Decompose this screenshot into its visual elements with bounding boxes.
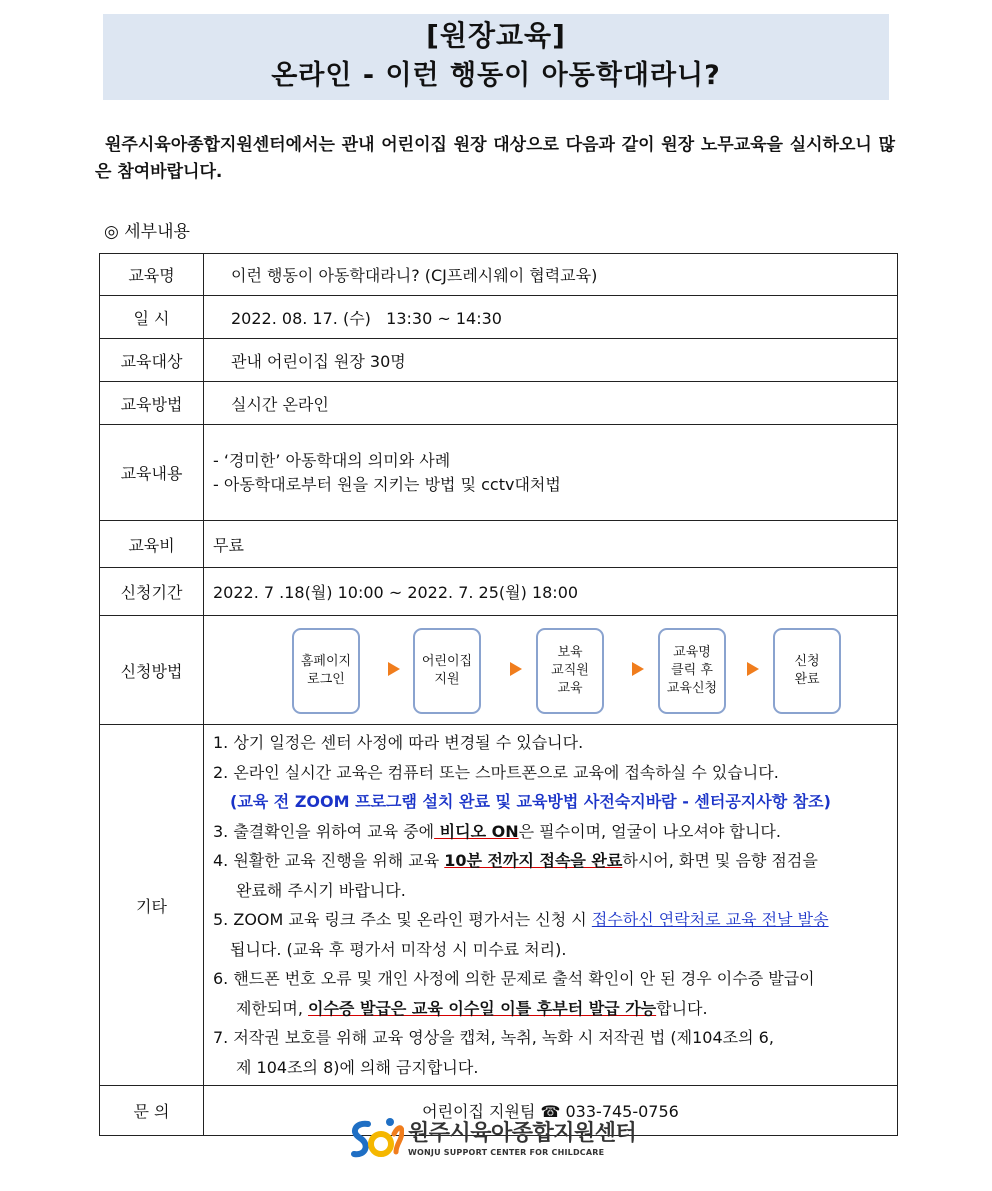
- notice-text: 3. 출결확인을 위하여 교육 중에: [213, 821, 435, 841]
- step-line: 교육신청: [666, 681, 718, 696]
- title-banner: [103, 14, 889, 100]
- step-line: 지원: [434, 672, 460, 687]
- org-name-en: WONJU SUPPORT CENTER FOR CHILDCARE: [408, 1148, 605, 1157]
- step-line: 완료: [794, 672, 820, 687]
- step-box: [536, 628, 604, 714]
- details-table: [99, 253, 898, 1136]
- notice-2-note: (교육 전 ZOOM 프로그램 설치 완료 및 교육방법 사전숙지바람 - 센터공지사항 참조): [230, 792, 831, 811]
- label-fee: 교육비: [100, 521, 204, 568]
- notice-text: 4. 원활한 교육 진행을 위해 교육: [213, 851, 445, 870]
- intro-paragraph: 원주시육아종합지원센터에서는 관내 어린이집 원장 대상으로 다음과 같이 원장 노무교육을 실시하오니 많은 참여바랍니다.: [95, 135, 895, 182]
- step-line: 클릭 후: [671, 663, 713, 678]
- notice-text: 은 필수이며, 얼굴이 나오셔야 합니다.: [518, 821, 781, 841]
- notice-6: 6. 핸드폰 번호 오류 및 개인 사정에 의한 문제로 출석 확인이 안 된 경우 이수증 발급이: [213, 969, 815, 988]
- value-datetime: 2022. 08. 17. (수) 13:30 ~ 14:30: [204, 296, 898, 339]
- notice-text: 5. ZOOM 교육 링크 주소 및 온라인 평가서는 신청 시: [213, 910, 592, 929]
- value-content: [204, 425, 898, 521]
- row-fee: [100, 521, 898, 568]
- section-title: ◎ 세부내용: [104, 222, 190, 242]
- notice-4: [213, 846, 891, 876]
- step-box: [413, 628, 481, 714]
- step-line: 홈페이지: [300, 654, 352, 669]
- row-etc: [100, 725, 898, 1086]
- arrow-right-icon: [747, 662, 759, 676]
- arrow-right-icon: [388, 662, 400, 676]
- center-logo-icon: [346, 1114, 404, 1164]
- notice-6-cont: [213, 994, 891, 1024]
- value-apply: [204, 616, 898, 725]
- label-period: 신청기간: [100, 568, 204, 616]
- step-box: [773, 628, 841, 714]
- notice-emphasis: 비디오 ON: [434, 821, 519, 841]
- content-item: - ‘경미한’ 아동학대의 의미와 사례: [213, 450, 451, 470]
- value-inquiry: 어린이집 지원팀 ☎ 033-745-0756: [204, 1086, 898, 1136]
- footer-logo: [346, 1112, 646, 1168]
- label-method: 교육방법: [100, 382, 204, 425]
- org-name: 원주시육아종합지원센터: [408, 1121, 637, 1146]
- step-box: [292, 628, 360, 714]
- step-line: 교육명: [673, 645, 711, 660]
- value-course-name: 이런 행동이 아동학대라니? (CJ프레시웨이 협력교육): [204, 254, 898, 296]
- notice-text: 합니다.: [656, 998, 708, 1018]
- step-line: 교육: [557, 681, 583, 696]
- notice-emphasis: 10분 전까지 접속을 완료: [444, 851, 623, 870]
- notice-emphasis: 이수증 발급은 교육 이수일 이틀 후부터 발급 가능: [308, 998, 657, 1018]
- label-etc: 기타: [100, 725, 204, 1086]
- label-content: 교육내용: [100, 425, 204, 521]
- notice-2: 2. 온라인 실시간 교육은 컴퓨터 또는 스마트폰으로 교육에 접속하실 수 있습니다.: [213, 762, 779, 782]
- arrow-right-icon: [510, 662, 522, 676]
- value-fee: 무료: [204, 521, 898, 568]
- step-box: [658, 628, 726, 714]
- page-subtitle: 온라인 - 이런 행동이 아동학대라니?: [271, 60, 721, 91]
- row-target: [100, 339, 898, 382]
- step-line: 로그인: [307, 672, 345, 687]
- label-datetime: 일 시: [100, 296, 204, 339]
- apply-flow: [205, 617, 896, 723]
- content-item: - 아동학대로부터 원을 지키는 방법 및 cctv대처법: [213, 474, 561, 494]
- notice-text: 하시어, 화면 및 음향 점검을: [622, 851, 818, 870]
- row-course-name: [100, 254, 898, 296]
- notice-7: 7. 저작권 보호를 위해 교육 영상을 캡쳐, 녹취, 녹화 시 저작권 법 (제104조의 6,: [213, 1028, 774, 1047]
- step-line: 보육: [557, 645, 583, 660]
- value-method: 실시간 온라인: [204, 382, 898, 425]
- step-line: 어린이집: [421, 654, 473, 669]
- row-content: [100, 425, 898, 521]
- notice-3: [213, 817, 891, 847]
- notice-4-cont: 완료해 주시기 바랍니다.: [236, 880, 406, 900]
- value-target: 관내 어린이집 원장 30명: [204, 339, 898, 382]
- notice-7-cont: 제 104조의 8)에 의해 금지합니다.: [236, 1057, 479, 1077]
- label-inquiry: 문 의: [100, 1086, 204, 1136]
- value-etc: [204, 725, 898, 1086]
- notice-link-text: 접수하신 연락처로 교육 전날 발송: [591, 910, 829, 929]
- label-course-name: 교육명: [100, 254, 204, 296]
- notice-1: 1. 상기 일정은 센터 사정에 따라 변경될 수 있습니다.: [213, 733, 584, 752]
- intro-text: [95, 132, 895, 186]
- row-period: [100, 568, 898, 616]
- notice-5: [213, 905, 891, 935]
- row-method: [100, 382, 898, 425]
- label-target: 교육대상: [100, 339, 204, 382]
- step-line: 교직원: [551, 663, 589, 678]
- notice-text: 제한되며,: [236, 998, 308, 1018]
- label-apply: 신청방법: [100, 616, 204, 725]
- arrow-right-icon: [632, 662, 644, 676]
- page-title: [원장교육]: [426, 19, 566, 52]
- row-datetime: [100, 296, 898, 339]
- value-period: 2022. 7 .18(월) 10:00 ~ 2022. 7. 25(월) 18:00: [204, 568, 898, 616]
- row-apply: [100, 616, 898, 725]
- notice-5-cont: 됩니다. (교육 후 평가서 미작성 시 미수료 처리).: [230, 939, 567, 959]
- step-line: 신청: [794, 654, 820, 669]
